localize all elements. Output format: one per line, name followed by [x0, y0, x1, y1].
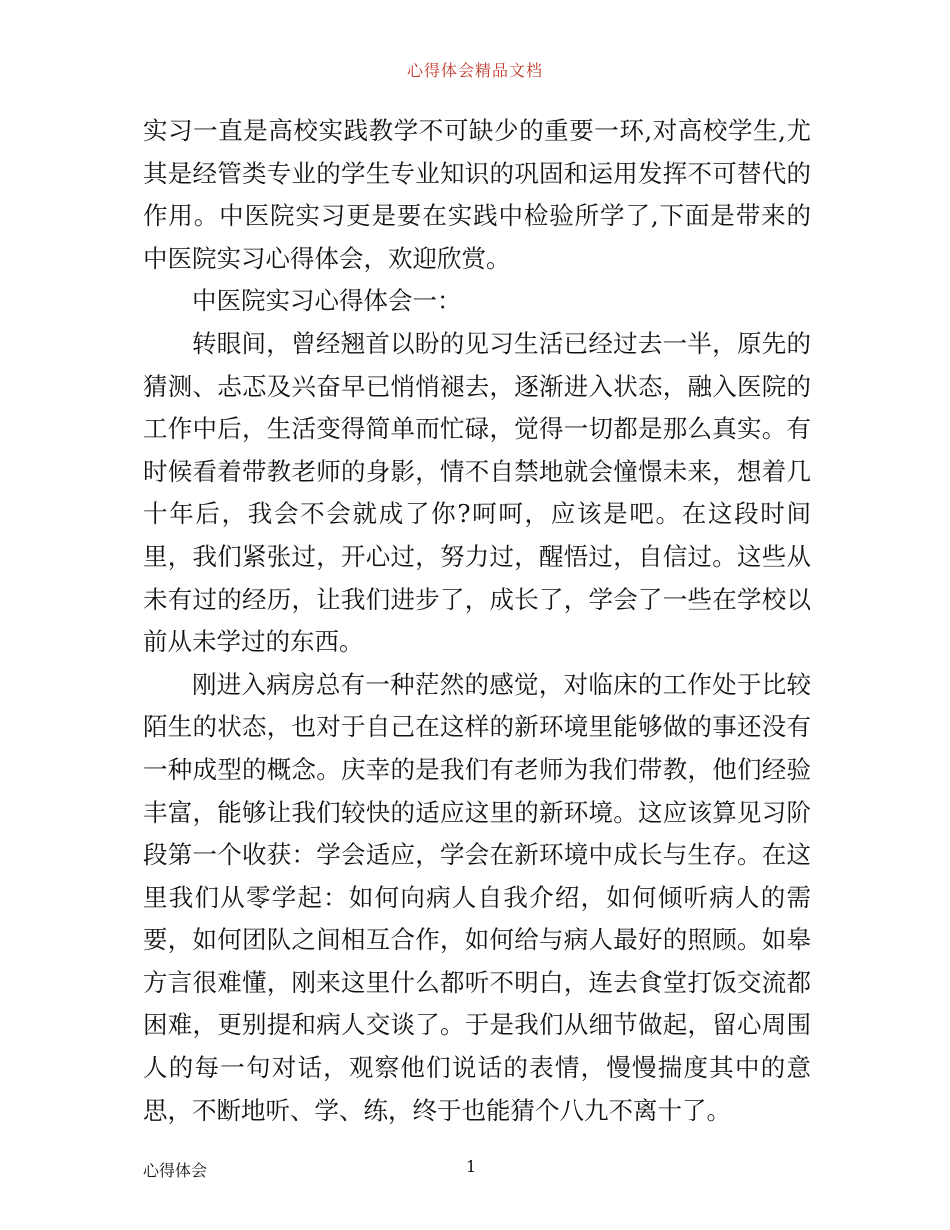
page-header-title: 心得体会精品文档	[406, 61, 543, 80]
body-paragraph-1: 转眼间，曾经翘首以盼的见习生活已经过去一半，原先的猜测、忐忑及兴奋早已悄悄褪去，逐渐进入状态，融入医院的工作中后，生活变得简单而忙碌，觉得一切都是那么真实。有时候看着带教老师的身影，情不自禁地就会憧憬未来，想着几十年后，我会不会就成了你?呵呵，应该是吧。在这段时间里，我们紧张过，开心过，努力过，醒悟过，自信过。这些从未有过的经历，让我们进步了，成长了，学会了一些在学校以前从未学过的东西。	[143, 328, 811, 657]
body-paragraph-2: 刚进入病房总有一种茫然的感觉，对临床的工作处于比较陌生的状态，也对于自己在这样的新环境里能够做的事还没有一种成型的概念。庆幸的是我们有老师为我们带教，他们经验丰富，能够让我们较快的适应这里的新环境。这应该算见习阶段第一个收获：学会适应，学会在新环境中成长与生存。在这里我们从零学起：如何向病人自我介绍，如何倾听病人的需要，如何团队之间相互合作，如何给与病人最好的照顾。如皋方言很难懂，刚来这里什么都听不明白，连去食堂打饭交流都困难，更别提和病人交谈了。于是我们从细节做起，留心周围人的每一句对话，观察他们说话的表情，慢慢揣度其中的意思，不断地听、学、练，终于也能猜个八九不离十了。	[143, 669, 811, 1125]
page-number: 1	[466, 1157, 477, 1176]
footer-label: 心得体会	[143, 1161, 208, 1180]
section-heading: 中医院实习心得体会一：	[192, 286, 462, 316]
intro-paragraph: 实习一直是高校实践教学不可缺少的重要一环,对高校学生,尤其是经管类专业的学生专业知识的巩固和运用发挥不可替代的作用。中医院实习更是要在实践中检验所学了,下面是带来的中医院实习心得体会，欢迎欣赏。	[143, 116, 811, 273]
document-body	[143, 110, 811, 1132]
